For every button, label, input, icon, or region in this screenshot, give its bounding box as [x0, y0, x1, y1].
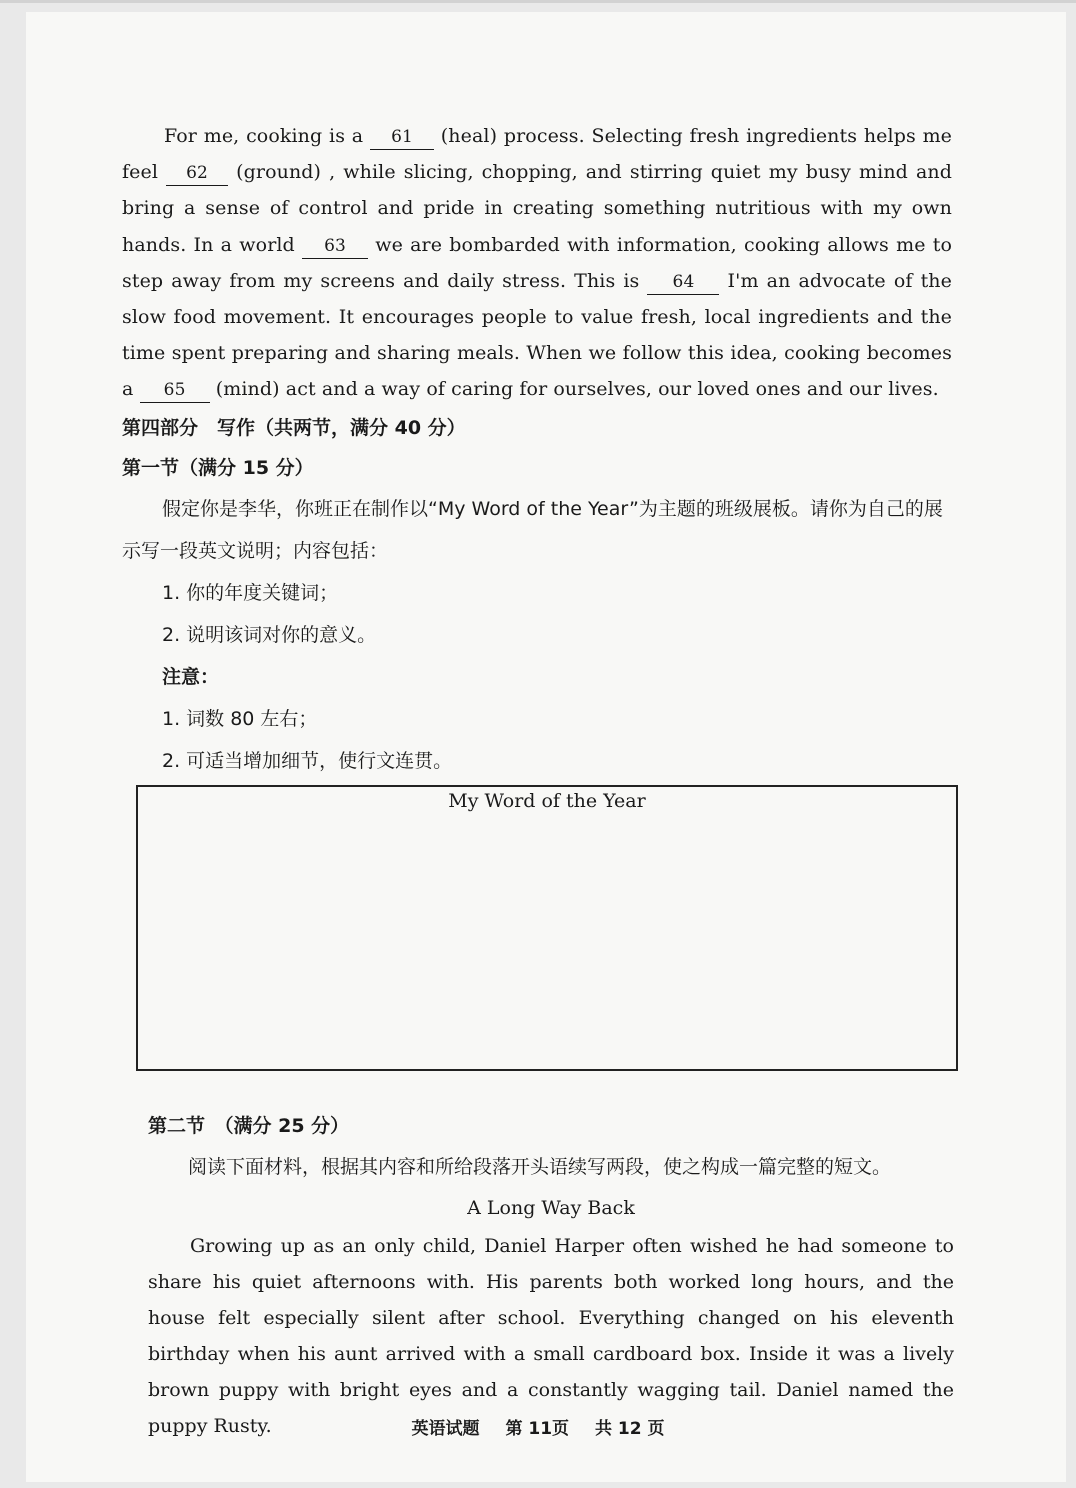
writing-prompt: 假定你是李华，你班正在制作以“My Word of the Year”为主题的班级展板。请你为自己的展示写一段英文说明；内容包括：: [122, 497, 943, 562]
content-item-1: 1. 你的年度关键词；: [162, 581, 339, 604]
footer-subject: 英语试题: [411, 1419, 480, 1439]
note-label: 注意：: [162, 665, 220, 688]
passage-text: (heal) process. Selecting fresh ingredients helps me feel: [122, 125, 953, 184]
blank-64[interactable]: 64: [647, 270, 719, 295]
footer-page: 第 11页: [505, 1419, 570, 1439]
part4-heading: 第四部分 写作（共两节，满分 40 分）: [122, 416, 466, 439]
section2-heading: 第二节 （满分 25 分）: [148, 1115, 350, 1137]
top-border: [0, 0, 1076, 3]
passage-text: I'm an advocate of the slow food movement. It encourages people to value fresh, local ingredients and the time spent preparing and sharing meals. When we follow this idea, cooking becomes a: [122, 269, 952, 401]
passage-text: we are bombarded with information, cooking allows me to step away from my screens and daily stress. This is: [122, 233, 953, 292]
passage-paragraph: [122, 118, 952, 408]
blank-62[interactable]: 62: [166, 161, 228, 186]
note-item-1: 1. 词数 80 左右；: [162, 707, 318, 730]
story-paragraph: Growing up as an only child, Daniel Harper often wished he had someone to share his quiet afternoons with. His parents both worked long hours, and the house felt especially silent after school. Everything changed on his eleventh birthday when his aunt arrived with a small cardboard box. Inside it was a lively brown puppy with bright eyes and a constantly wagging tail. Daniel named the puppy Rusty.: [148, 1235, 954, 1437]
passage-text: (ground) , while slicing, chopping, and stirring quiet my busy mind and bring a sense of control and pride in creating something nutritious with my own hands. In a world: [122, 161, 953, 256]
answer-box[interactable]: [136, 785, 958, 1071]
content-item-2: 2. 说明该词对你的意义。: [162, 623, 377, 646]
answer-box-title: My Word of the Year: [448, 790, 646, 812]
reading-passage: [122, 118, 952, 782]
blank-63[interactable]: 63: [302, 234, 368, 259]
section2: [148, 1106, 954, 1444]
page-footer: [0, 1414, 1076, 1439]
note-item-2: 2. 可适当增加细节，使行文连贯。: [162, 749, 453, 772]
story-title: A Long Way Back: [467, 1197, 635, 1219]
section1-heading: 第一节（满分 15 分）: [122, 456, 314, 479]
footer-total: 共 12 页: [594, 1419, 665, 1439]
passage-text: (mind) act and a way of caring for ourselves, our loved ones and our lives.: [215, 378, 939, 401]
passage-text: For me, cooking is a: [164, 125, 364, 147]
blank-65[interactable]: 65: [140, 378, 210, 403]
section2-instruction: 阅读下面材料，根据其内容和所给段落开头语续写两段，使之构成一篇完整的短文。: [188, 1156, 892, 1178]
blank-61[interactable]: 61: [370, 125, 434, 150]
